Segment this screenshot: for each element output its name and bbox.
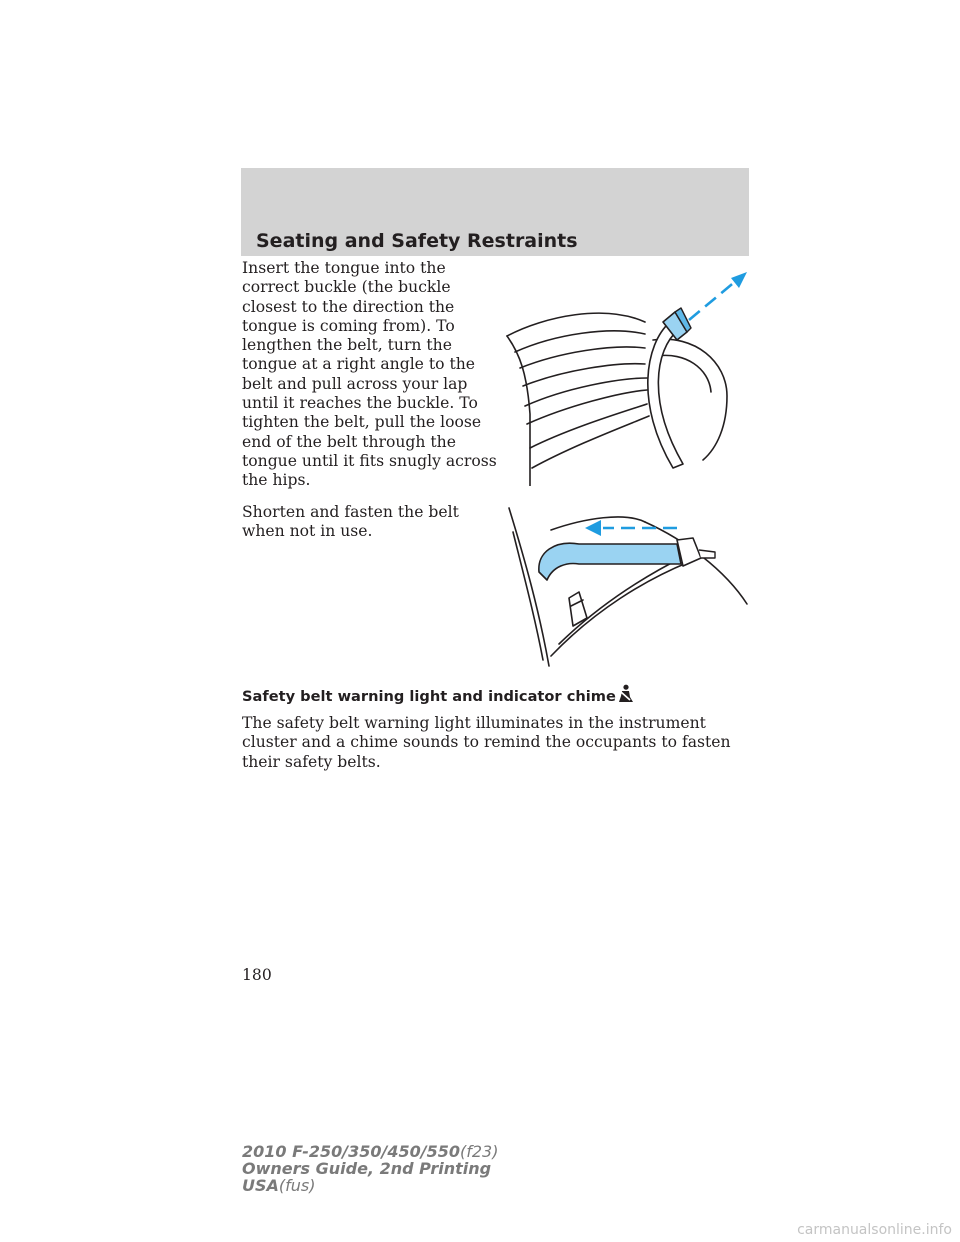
- footer-region-line: [242, 1177, 498, 1194]
- belt-strap: [648, 322, 683, 468]
- footer-region: USA: [242, 1176, 279, 1195]
- subheading-text: Safety belt warning light and indicator chime: [242, 688, 616, 705]
- footer-region-code: (fus): [278, 1176, 316, 1195]
- watermark: carmanualsonline.info: [797, 1222, 952, 1238]
- subheading-warning-light: [242, 684, 635, 705]
- seat-outline: [509, 508, 549, 666]
- illustration-lengthen-belt: [495, 264, 760, 486]
- seatbelt-warning-icon: [617, 684, 635, 704]
- paragraph-shorten-belt: Shorten and fasten the belt when not in use.: [242, 503, 459, 541]
- section-title: Seating and Safety Restraints: [256, 230, 578, 252]
- document-footer: [242, 1143, 498, 1194]
- seat-outline: [507, 313, 645, 336]
- footer-model-code: (f23): [460, 1142, 499, 1161]
- pull-direction-arrow: [689, 272, 747, 320]
- footer-guide: Owners Guide, 2nd Printing: [242, 1159, 492, 1178]
- footer-model: 2010 F-250/350/450/550: [242, 1142, 460, 1161]
- fold-direction-arrow: [585, 520, 677, 536]
- footer-model-line: [242, 1143, 498, 1160]
- section-header: [241, 168, 749, 256]
- paragraph-warning-light: The safety belt warning light illuminates in the instrument cluster and a chime sounds to remind the occupants to fasten their safety belts.: [242, 714, 731, 771]
- paragraph-insert-tongue: Insert the tongue into the correct buckle (the buckle closest to the direction the tongue is coming from). To lengthen the belt, turn the tongue at a right angle to the belt and pull across your lap until it reaches the buckle. To tighten the belt, pull the loose end of the belt through the tongue until it fits snugly across the hips.: [242, 259, 497, 490]
- illustration-shorten-belt: [495, 500, 760, 670]
- page-number: 180: [242, 966, 272, 984]
